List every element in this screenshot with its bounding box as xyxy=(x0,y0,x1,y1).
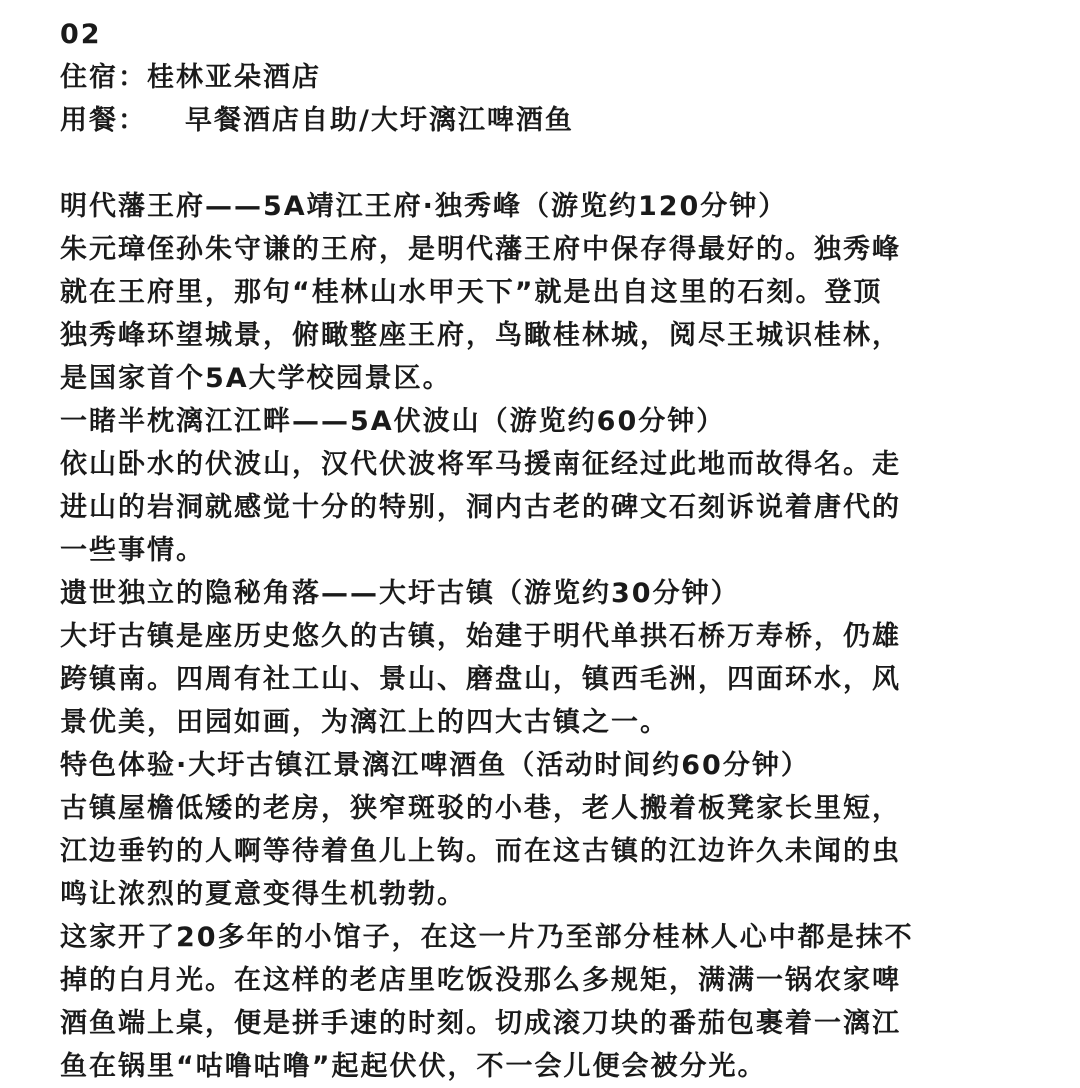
section-beer-fish xyxy=(60,744,1050,1088)
lodging-value: 桂林亚朵酒店 xyxy=(147,62,321,93)
paragraph-line: 依山卧水的伏波山，汉代伏波将军马援南征经过此地而故得名。走 xyxy=(60,449,901,480)
paragraph-line: 酒鱼端上桌，便是拼手速的时刻。切成滚刀块的番茄包裹着一漓江 xyxy=(60,1008,901,1039)
section-title: 明代藩王府——5A靖江王府·独秀峰（游览约120分钟） xyxy=(60,191,788,222)
section-daxu-town xyxy=(60,572,1050,744)
day-number: 02 xyxy=(60,19,102,50)
spacer xyxy=(60,142,1050,185)
paragraph-line: 朱元璋侄孙朱守谦的王府，是明代藩王府中保存得最好的。独秀峰 xyxy=(60,234,901,265)
paragraph-line: 一些事情。 xyxy=(60,535,205,566)
paragraph-line: 大圩古镇是座历史悠久的古镇，始建于明代单拱石桥万寿桥，仍雄 xyxy=(60,621,901,652)
section-title: 一睹半枕漓江江畔——5A伏波山（游览约60分钟） xyxy=(60,406,726,437)
section-title: 特色体验·大圩古镇江景漓江啤酒鱼（活动时间约60分钟） xyxy=(60,750,810,781)
paragraph-line: 进山的岩洞就感觉十分的特别，洞内古老的碑文石刻诉说着唐代的 xyxy=(60,492,901,523)
lodging-label: 住宿： xyxy=(60,62,147,93)
paragraph-line: 江边垂钓的人啊等待着鱼儿上钩。而在这古镇的江边许久未闻的虫 xyxy=(60,836,901,867)
paragraph-line: 景优美，田园如画，为漓江上的四大古镇之一。 xyxy=(60,707,669,738)
paragraph-line: 跨镇南。四周有社工山、景山、磨盘山，镇西毛洲，四面环水，风 xyxy=(60,664,901,695)
meals-label: 用餐： xyxy=(60,105,147,136)
paragraph-line: 独秀峰环望城景，俯瞰整座王府，鸟瞰桂林城，阅尽王城识桂林， xyxy=(60,320,901,351)
meals-row xyxy=(60,99,1050,142)
meals-value: 早餐酒店自助/大圩漓江啤酒鱼 xyxy=(185,105,574,136)
section-wangfu xyxy=(60,185,1050,400)
paragraph-line: 鱼在锅里“咕噜咕噜”起起伏伏，不一会儿便会被分光。 xyxy=(60,1051,767,1082)
paragraph-line: 是国家首个5A大学校园景区。 xyxy=(60,363,452,394)
paragraph-line: 古镇屋檐低矮的老房，狭窄斑驳的小巷，老人搬着板凳家长里短， xyxy=(60,793,901,824)
lodging-row xyxy=(60,56,1050,99)
itinerary-document xyxy=(60,13,1050,1088)
paragraph-line: 鸣让浓烈的夏意变得生机勃勃。 xyxy=(60,879,466,910)
paragraph-line: 就在王府里，那句“桂林山水甲天下”就是出自这里的石刻。登顶 xyxy=(60,277,883,308)
section-fubo-hill xyxy=(60,400,1050,572)
paragraph-line: 这家开了20多年的小馆子，在这一片乃至部分桂林人心中都是抹不 xyxy=(60,922,914,953)
section-title: 遗世独立的隐秘角落——大圩古镇（游览约30分钟） xyxy=(60,578,740,609)
paragraph-line: 掉的白月光。在这样的老店里吃饭没那么多规矩，满满一锅农家啤 xyxy=(60,965,901,996)
